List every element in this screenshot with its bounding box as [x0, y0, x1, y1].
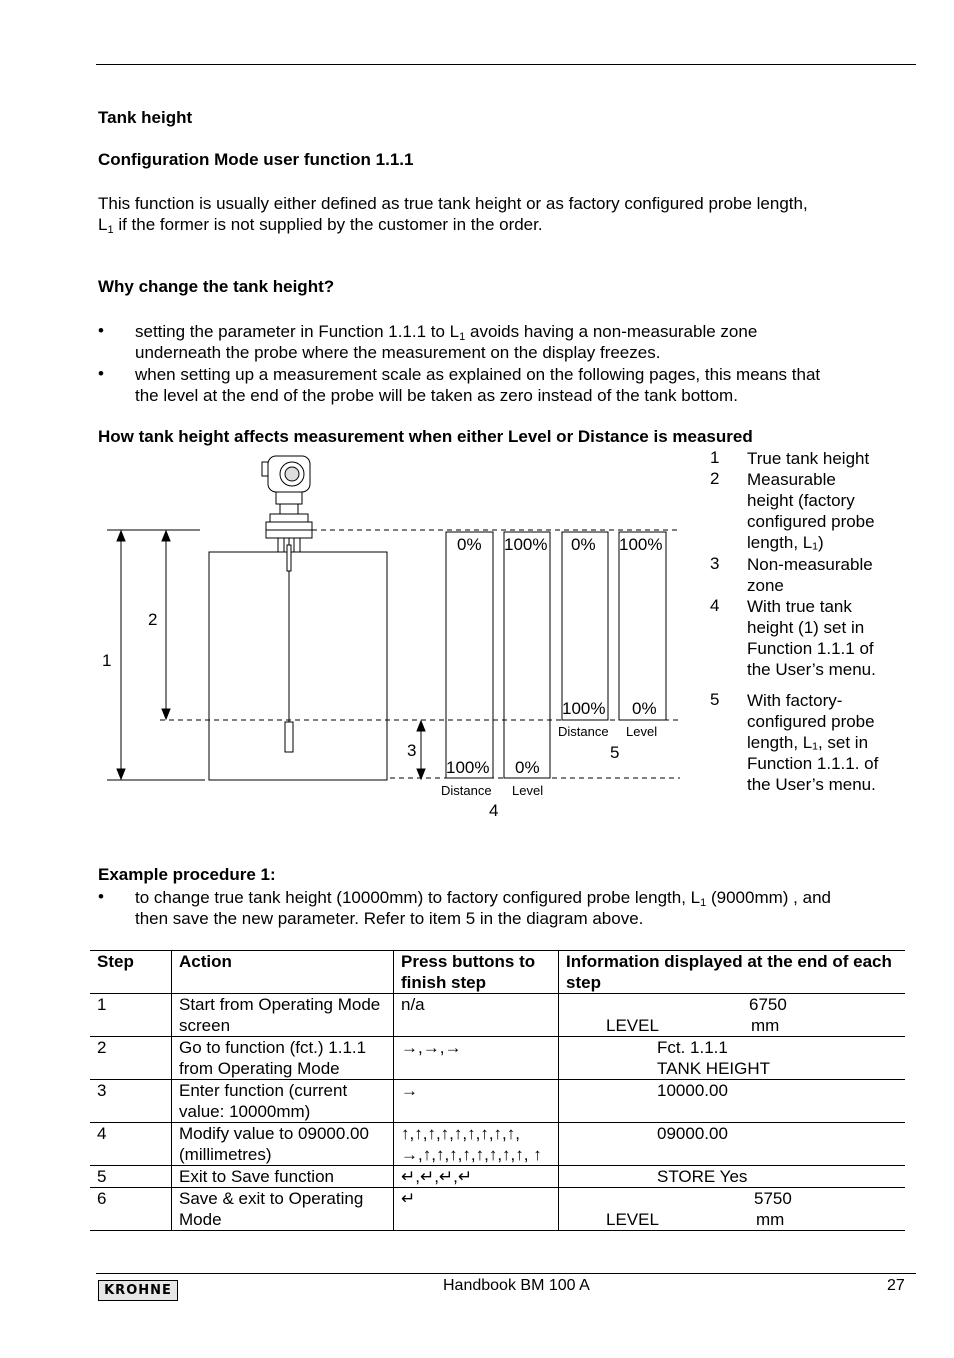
info-label: LEVEL [606, 1210, 659, 1229]
tank-outline [209, 552, 387, 780]
intro-line-2: $L_1$ if the former is not supplied by the customer in the order. [98, 215, 543, 236]
legend-text-4: With true tank height (1) set in Function 1.1.1 of the User’s menu. [747, 597, 876, 679]
info-unit: mm [751, 1016, 780, 1035]
cell-step: 2 [90, 1037, 172, 1080]
bar-label: 100% [619, 535, 663, 554]
info-unit: mm [756, 1210, 785, 1229]
transmitter-icon [262, 456, 312, 552]
cell-action: Enter function (current value: 10000mm) [172, 1080, 394, 1123]
bullet-marker: • [98, 321, 104, 340]
info-label: LEVEL [606, 1016, 659, 1035]
cell-buttons: →,→,→ [394, 1037, 559, 1080]
intro-paragraph [98, 193, 898, 235]
table-row [90, 1188, 905, 1231]
cell-info [559, 1080, 906, 1123]
legend-num-3: 3 [710, 554, 720, 573]
bar-label: 100% [504, 535, 548, 554]
bar-label: 100% [562, 699, 606, 718]
col-header-step: Step [90, 951, 172, 994]
scale-bar-distance-4 [446, 532, 493, 778]
cell-step: 5 [90, 1166, 172, 1188]
legend-text-3: Non-measurable zone [747, 555, 873, 595]
cell-info [559, 1037, 906, 1080]
footer-title: Handbook BM 100 A [443, 1277, 590, 1294]
heading-example: Example procedure 1: [98, 865, 276, 884]
legend-num-4: 4 [710, 596, 720, 615]
cell-action: Start from Operating Mode screen [172, 994, 394, 1037]
cell-buttons: ↵ [394, 1188, 559, 1231]
table-row [90, 1080, 905, 1123]
bar-label: 100% [446, 758, 490, 777]
col-header-info: Information displayed at the end of each step [559, 951, 906, 994]
table-row [90, 994, 905, 1037]
legend-num-2: 2 [710, 469, 720, 488]
krohne-logo: KROHNE [98, 1280, 178, 1301]
cell-buttons: ↵,↵,↵,↵ [394, 1166, 559, 1188]
scale-bar-level-4 [504, 532, 550, 778]
bar-label: 0% [571, 535, 596, 554]
dim-label-5: 5 [610, 743, 620, 762]
bullet-marker: • [98, 364, 104, 383]
table-row [90, 1123, 905, 1166]
tank-height-diagram [95, 450, 695, 825]
cell-info [559, 1123, 906, 1166]
cell-action: Modify value to 09000.00 (millimetres) [172, 1123, 394, 1166]
legend-text-1: True tank height [747, 449, 870, 468]
heading-why-change: Why change the tank height? [98, 277, 335, 296]
legend-num-5: 5 [710, 690, 720, 709]
info-line: 09000.00 [657, 1124, 728, 1143]
legend-num-1: 1 [710, 448, 720, 467]
dim-label-1: 1 [102, 651, 112, 670]
bullet-item-2: when setting up a measurement scale as explained on the following pages, this means that the level at the end of the probe will be taken as zero instead of the tank bottom. [135, 365, 821, 405]
intro-line-1: This function is usually either defined as true tank height or as factory configured probe length, [98, 194, 808, 213]
footer-rule [96, 1273, 916, 1274]
scale-bar-level-5 [619, 532, 666, 720]
dim-label-3: 3 [407, 741, 417, 760]
cell-action: Exit to Save function [172, 1166, 394, 1188]
bullet-marker: • [98, 887, 104, 906]
dim-label-4: 4 [489, 801, 499, 820]
cell-buttons: ↑,↑,↑,↑,↑,↑,↑,↑,↑, →,↑,↑,↑,↑,↑,↑,↑,↑, ↑ [394, 1123, 559, 1166]
cell-step: 6 [90, 1188, 172, 1231]
cell-action: Go to function (fct.) 1.1.1 from Operating Mode [172, 1037, 394, 1080]
table-header-row [90, 951, 905, 994]
info-line: Fct. 1.1.1 [657, 1038, 728, 1057]
bar-label: 0% [515, 758, 540, 777]
probe-weight [285, 722, 293, 752]
cell-step: 4 [90, 1123, 172, 1166]
info-line: TANK HEIGHT [657, 1059, 771, 1078]
col-header-action: Action [172, 951, 394, 994]
cell-step: 1 [90, 994, 172, 1037]
caption-level-4: Level [512, 783, 544, 798]
info-value: 6750 [749, 995, 787, 1014]
table-row [90, 1037, 905, 1080]
bullet-item-1: setting the parameter in Function 1.1.1 to $L_1$ avoids having a non-measurable zone underneath the probe where the measurement on the display freezes. [135, 322, 758, 362]
example-bullet: to change true tank height (10000mm) to factory configured probe length, $L_1$ (9000mm) , and then save the new parameter. Refer to item 5 in the diagram above. [135, 888, 831, 928]
cell-buttons: → [394, 1080, 559, 1123]
caption-distance-5: Distance [558, 724, 609, 739]
bar-label: 0% [457, 535, 482, 554]
scale-bar-distance-5 [562, 532, 608, 720]
caption-distance-4: Distance [441, 783, 492, 798]
dim-label-2: 2 [148, 610, 158, 629]
procedure-table [90, 950, 905, 1231]
cell-action: Save & exit to Operating Mode [172, 1188, 394, 1231]
cell-buttons: n/a [394, 994, 559, 1037]
info-value: 5750 [754, 1189, 792, 1208]
header-rule [96, 64, 916, 65]
heading-config-mode: Configuration Mode user function 1.1.1 [98, 150, 414, 169]
caption-level-5: Level [626, 724, 658, 739]
col-header-buttons: Press buttons to finish step [394, 951, 559, 994]
cell-info [559, 1188, 906, 1231]
info-line: 10000.00 [657, 1081, 728, 1100]
cell-info [559, 994, 906, 1037]
table-row [90, 1166, 905, 1188]
info-line: STORE Yes [657, 1167, 748, 1186]
cell-step: 3 [90, 1080, 172, 1123]
legend-text-2: Measurable height (factory configured probe length, L₁) [747, 470, 875, 552]
heading-tank-height: Tank height [98, 108, 193, 127]
page-number: 27 [887, 1277, 905, 1294]
legend-text-5: With factory- configured probe length, L₁, set in Function 1.1.1. of the User’s menu. [747, 691, 879, 794]
heading-how-affects: How tank height affects measurement when either Level or Distance is measured [98, 427, 753, 446]
cell-info [559, 1166, 906, 1188]
bar-label: 0% [632, 699, 657, 718]
